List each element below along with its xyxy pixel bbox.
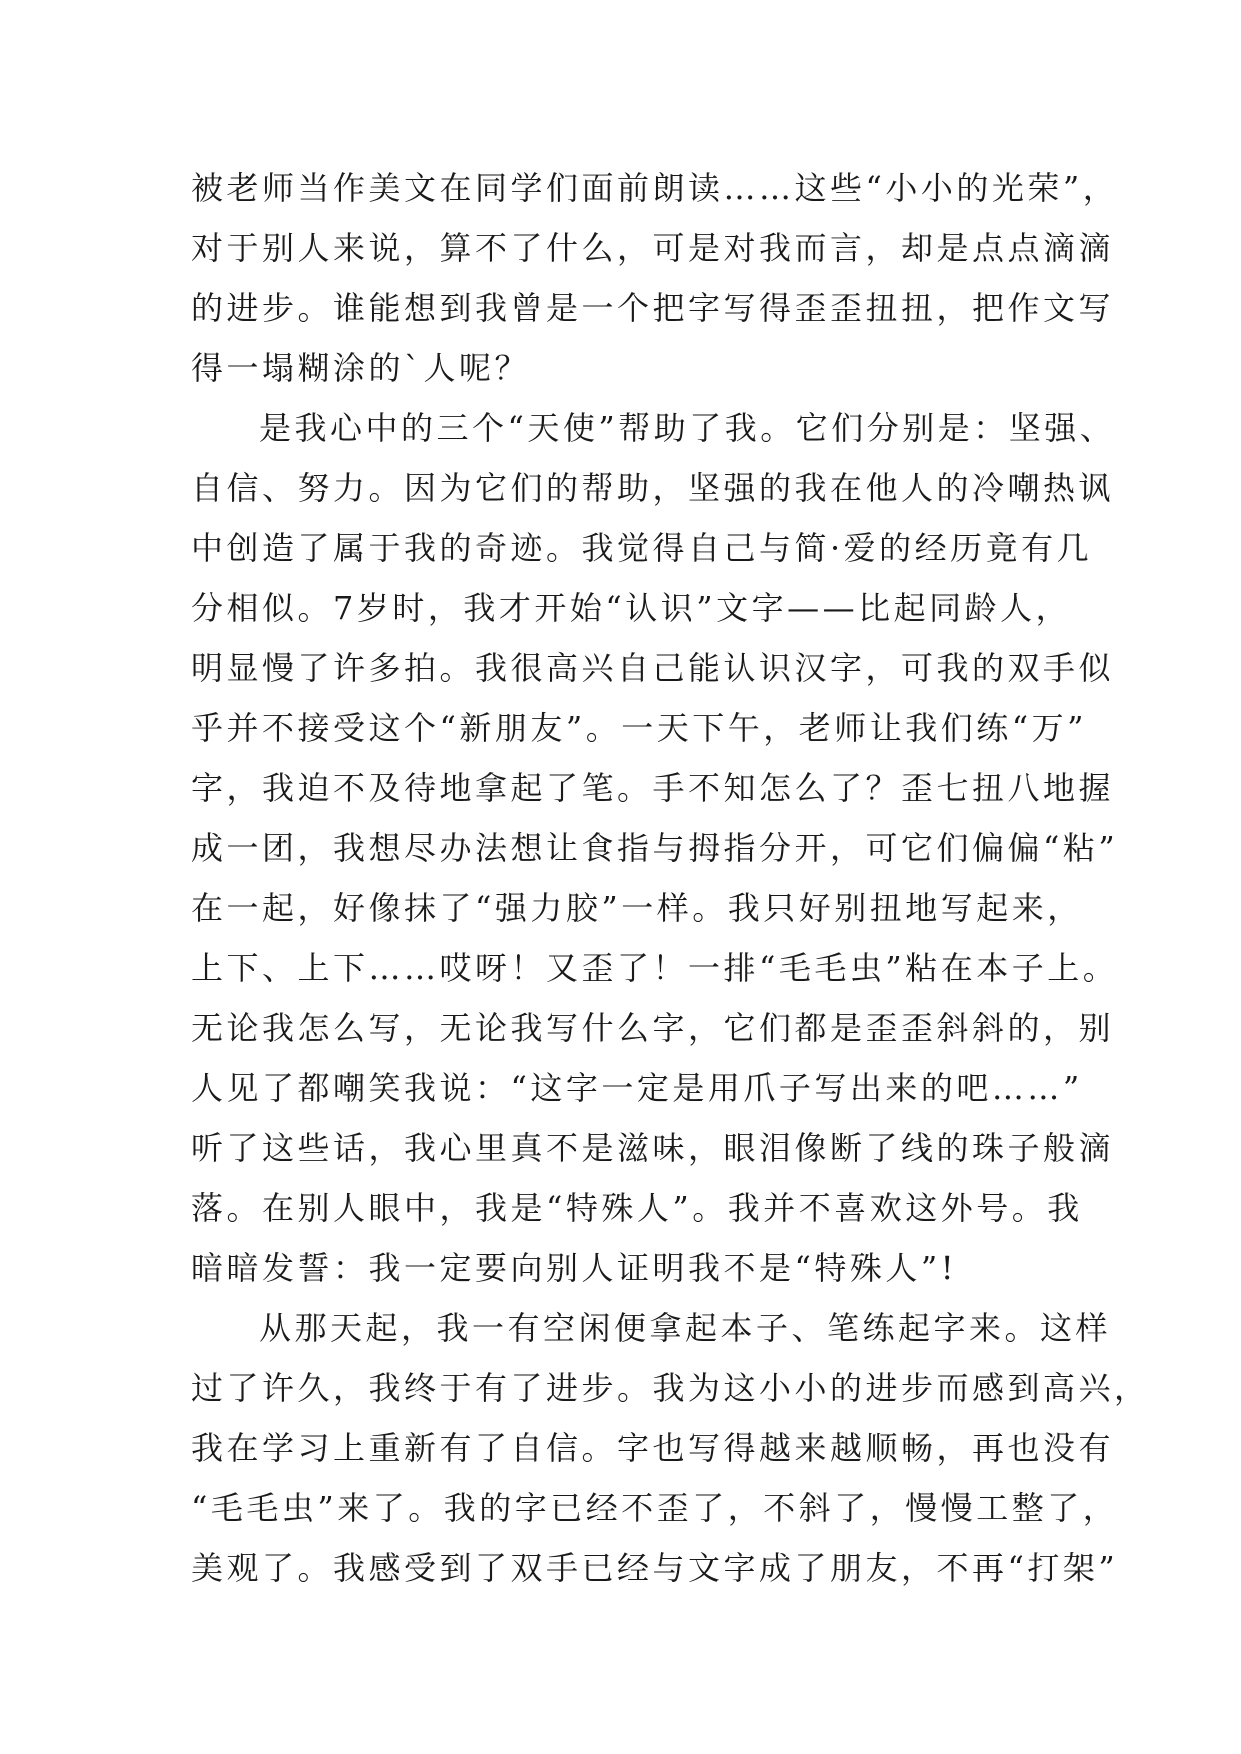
text-line: “毛毛虫”来了。我的字已经不歪了，不斜了，慢慢工整了， (191, 1489, 1119, 1527)
text-line: 上下、上下……哎呀！又歪了！一排“毛毛虫”粘在本子上。 (191, 949, 1119, 987)
text-line: 中创造了属于我的奇迹。我觉得自己与简·爱的经历竟有几 (191, 529, 1093, 567)
text-line: 我在学习上重新有了自信。字也写得越来越顺畅，再也没有 (191, 1429, 1115, 1467)
text-line: 听了这些话，我心里真不是滋味，眼泪像断了线的珠子般滴 (191, 1129, 1115, 1167)
text-line: 在一起，好像抹了“强力胶”一样。我只好别扭地写起来， (191, 889, 1083, 927)
text-line: 是我心中的三个“天使”帮助了我。它们分别是：坚强、 (259, 409, 1116, 447)
text-line: 暗暗发誓：我一定要向别人证明我不是“特殊人”! (191, 1249, 958, 1287)
text-line: 自信、努力。因为它们的帮助，坚强的我在他人的冷嘲热讽 (191, 469, 1115, 507)
text-line: 过了许久，我终于有了进步。我为这小小的进步而感到高兴， (191, 1369, 1150, 1407)
text-line: 美观了。我感受到了双手已经与文字成了朋友，不再“打架” (191, 1549, 1119, 1587)
text-line: 的进步。谁能想到我曾是一个把字写得歪歪扭扭，把作文写 (191, 289, 1115, 327)
text-line: 字，我迫不及待地拿起了笔。手不知怎么了？歪七扭八地握 (191, 769, 1115, 807)
text-line: 无论我怎么写，无论我写什么字，它们都是歪歪斜斜的，别 (191, 1009, 1115, 1047)
text-line: 得一塌糊涂的`人呢？ (191, 349, 531, 387)
text-line: 从那天起，我一有空闲便拿起本子、笔练起字来。这样 (259, 1309, 1112, 1347)
text-line: 人见了都嘲笑我说：“这字一定是用爪子写出来的吧……” (191, 1069, 1083, 1107)
text-line: 被老师当作美文在同学们面前朗读……这些“小小的光荣”， (191, 169, 1119, 207)
text-line: 落。在别人眼中，我是“特殊人”。我并不喜欢这外号。我 (191, 1189, 1083, 1227)
text-line: 乎并不接受这个“新朋友”。一天下午，老师让我们练“万” (191, 709, 1087, 747)
text-line: 明显慢了许多拍。我很高兴自己能认识汉字，可我的双手似 (191, 649, 1115, 687)
text-line: 成一团，我想尽办法想让食指与拇指分开，可它们偏偏“粘” (191, 829, 1119, 867)
text-line: 分相似。7岁时，我才开始“认识”文字——比起同龄人， (191, 589, 1072, 627)
text-line: 对于别人来说，算不了什么，可是对我而言，却是点点滴滴 (191, 229, 1115, 267)
body-text (191, 158, 1150, 1598)
